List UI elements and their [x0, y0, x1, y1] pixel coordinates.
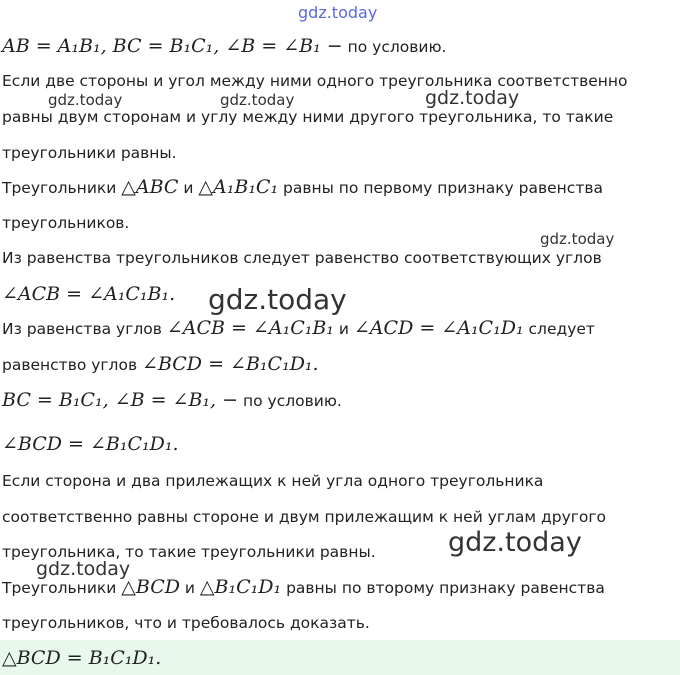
- text-follows: следует: [528, 320, 595, 338]
- text-triangles-1: Треугольники: [2, 179, 117, 197]
- line-7: Из равенства треугольников следует равенство соответствующих углов: [2, 249, 602, 267]
- line-11: [2, 390, 342, 411]
- text-by-condition-2: по условию.: [242, 392, 342, 410]
- math-triangle-abc: △ABC: [121, 176, 179, 198]
- math-given-equalities: AB = A₁B₁, BC = B₁C₁, ∠B = ∠B₁ −: [2, 35, 343, 57]
- line-14: соответственно равны стороне и двум прилежащим к ней углам другого: [2, 508, 607, 526]
- line-16: [2, 577, 605, 598]
- text-and-3: и: [184, 579, 195, 597]
- watermark-6: gdz.today: [448, 527, 582, 558]
- text-and-2: и: [338, 320, 349, 338]
- math-angle-bcd: ∠BCD = ∠B₁C₁D₁.: [142, 353, 319, 375]
- text-equality-of-angles: равенство углов: [2, 356, 138, 374]
- line-8: [2, 284, 175, 305]
- line-9: [2, 318, 595, 339]
- watermark-7: gdz.today: [36, 558, 131, 580]
- watermark-3: gdz.today: [425, 87, 520, 109]
- math-triangle-a1b1c1: △A₁B₁C₁: [198, 176, 279, 198]
- watermark-top: gdz.today: [298, 3, 378, 22]
- line-18: [2, 648, 161, 669]
- line-6: треугольников.: [2, 214, 130, 232]
- line-5: [2, 177, 603, 198]
- line-1: [2, 36, 446, 57]
- watermark-1: gdz.today: [48, 91, 123, 109]
- line-4: треугольники равны.: [2, 144, 177, 162]
- math-triangle-bcd: △BCD: [121, 576, 180, 598]
- watermark-4: gdz.today: [540, 230, 615, 248]
- text-from-equality-of-angles: Из равенства углов: [2, 320, 162, 338]
- line-12: [2, 434, 179, 455]
- math-angle-acb: ∠ACB = ∠A₁C₁B₁.: [2, 283, 176, 305]
- math-angle-acd-eq: ∠ACD = ∠A₁C₁D₁: [353, 317, 524, 339]
- line-10: [2, 354, 319, 375]
- line-13: Если сторона и два прилежащих к ней угла одного треугольника: [2, 472, 544, 490]
- text-second-criterion: равны по второму признаку равенства: [286, 579, 605, 597]
- math-conclusion: △BCD = B₁C₁D₁.: [2, 647, 162, 669]
- text-triangles-2: Треугольники: [2, 579, 117, 597]
- math-angle-bcd-result: ∠BCD = ∠B₁C₁D₁.: [2, 433, 179, 455]
- watermark-5: gdz.today: [208, 283, 347, 316]
- math-bc-equalities: BC = B₁C₁, ∠B = ∠B₁, −: [2, 389, 239, 411]
- text-and-1: и: [183, 179, 194, 197]
- text-by-condition-1: по условию.: [347, 38, 447, 56]
- line-15: треугольника, то такие треугольники равны.: [2, 543, 376, 561]
- text-first-criterion: равны по первому признаку равенства: [283, 179, 603, 197]
- line-17: треугольников, что и требовалось доказать.: [2, 614, 370, 632]
- math-triangle-b1c1d1: △B₁C₁D₁: [199, 576, 282, 598]
- math-angle-acb-eq: ∠ACB = ∠A₁C₁B₁: [166, 317, 334, 339]
- line-3: равны двум сторонам и углу между ними другого треугольника, то такие: [2, 108, 614, 126]
- watermark-2: gdz.today: [220, 91, 295, 109]
- line-2: Если две стороны и угол между ними одного треугольника соответственно: [2, 72, 628, 90]
